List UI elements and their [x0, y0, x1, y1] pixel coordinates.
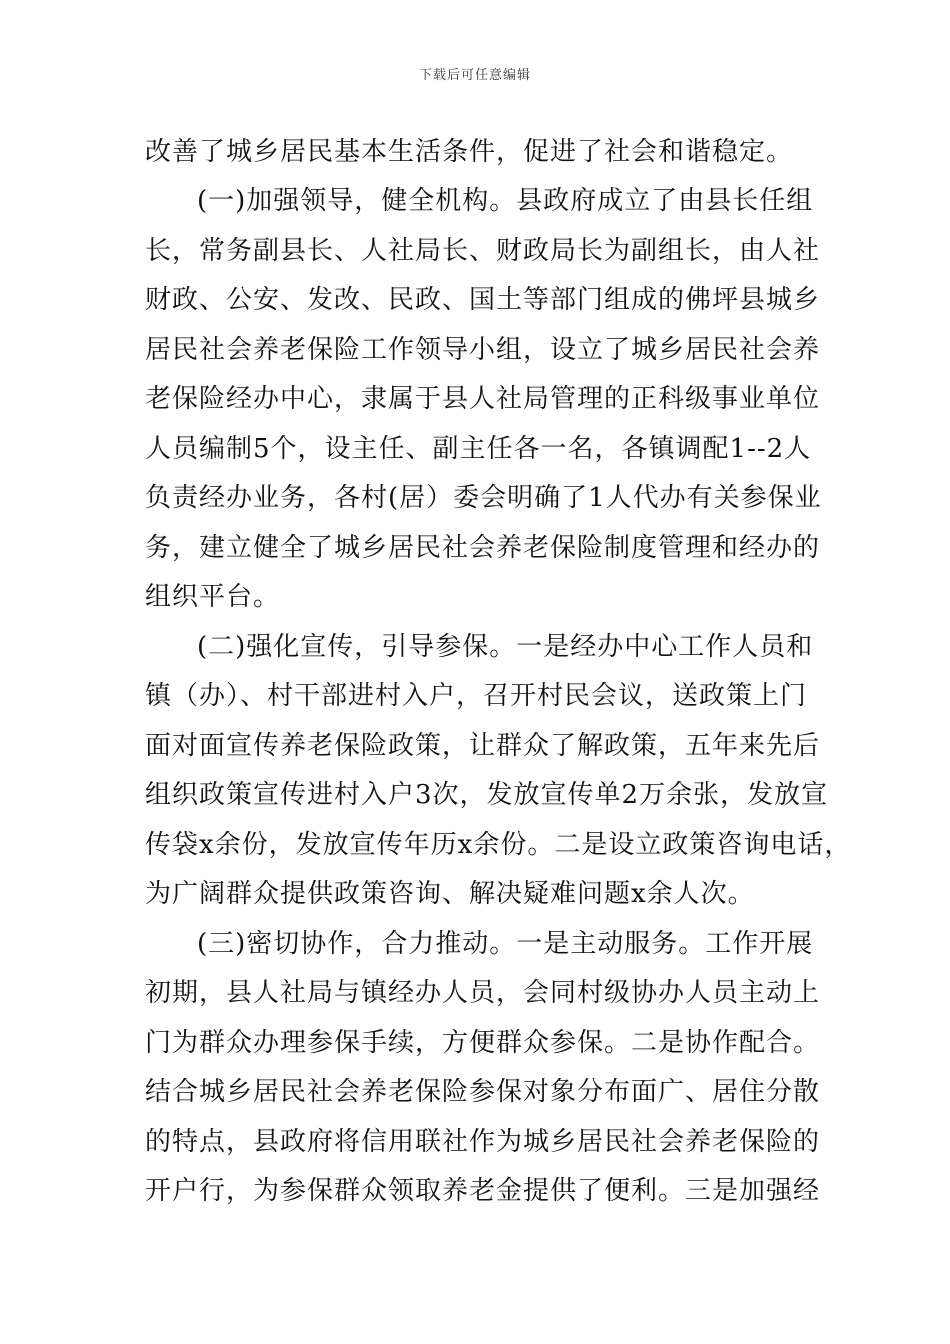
paragraph-start-line: (二)强化宣传，引导参保。一是经办中心工作人员和 — [197, 632, 814, 662]
paragraph-start-line: (三)密切协作，合力推动。一是主动服务。工作开展 — [197, 929, 814, 959]
text-line: 居民社会养老保险工作领导小组，设立了城乡居民社会养 — [145, 335, 821, 365]
text-line: 为广阔群众提供政策咨询、解决疑难问题x余人次。 — [145, 879, 755, 909]
page-header: 下载后可任意编辑 — [418, 68, 531, 83]
text-line: 的特点，县政府将信用联社作为城乡居民社会养老保险的 — [145, 1127, 821, 1157]
text-line: 改善了城乡居民基本生活条件，促进了社会和谐稳定。 — [145, 137, 794, 167]
text-line: 开户行，为参保群众领取养老金提供了便利。三是加强经 — [145, 1176, 821, 1206]
text-line: 组织平台。 — [145, 582, 281, 612]
text-line: 门为群众办理参保手续，方便群众参保。二是协作配合。 — [145, 1028, 821, 1058]
text-line: 传袋x余份，发放宣传年历x余份。二是设立政策咨询电话， — [145, 830, 852, 860]
text-line: 负责经办业务，各村(居）委会明确了1人代办有关参保业 — [145, 483, 822, 513]
text-line: 组织政策宣传进村入户3次，发放宣传单2万余张，发放宣 — [145, 780, 829, 810]
text-line: 老保险经办中心，隶属于县人社局管理的正科级事业单位 — [145, 384, 821, 414]
text-line: 人员编制5个，设主任、副主任各一名，各镇调配1--2人 — [145, 434, 812, 464]
text-line: 长，常务副县长、人社局长、财政局长为副组长，由人社 — [145, 236, 821, 266]
paragraph-start-line: (一)加强领导，健全机构。县政府成立了由县长任组 — [197, 186, 814, 216]
text-line: 镇（办）、村干部进村入户，召开村民会议，送政策上门 — [145, 681, 808, 711]
text-line: 财政、公安、发改、民政、国土等部门组成的佛坪县城乡 — [145, 285, 821, 315]
text-line: 结合城乡居民社会养老保险参保对象分布面广、居住分散 — [145, 1077, 821, 1107]
text-line: 务，建立健全了城乡居民社会养老保险制度管理和经办的 — [145, 533, 821, 563]
text-line: 面对面宣传养老保险政策，让群众了解政策，五年来先后 — [145, 731, 821, 761]
text-line: 初期，县人社局与镇经办人员，会同村级协办人员主动上 — [145, 978, 821, 1008]
